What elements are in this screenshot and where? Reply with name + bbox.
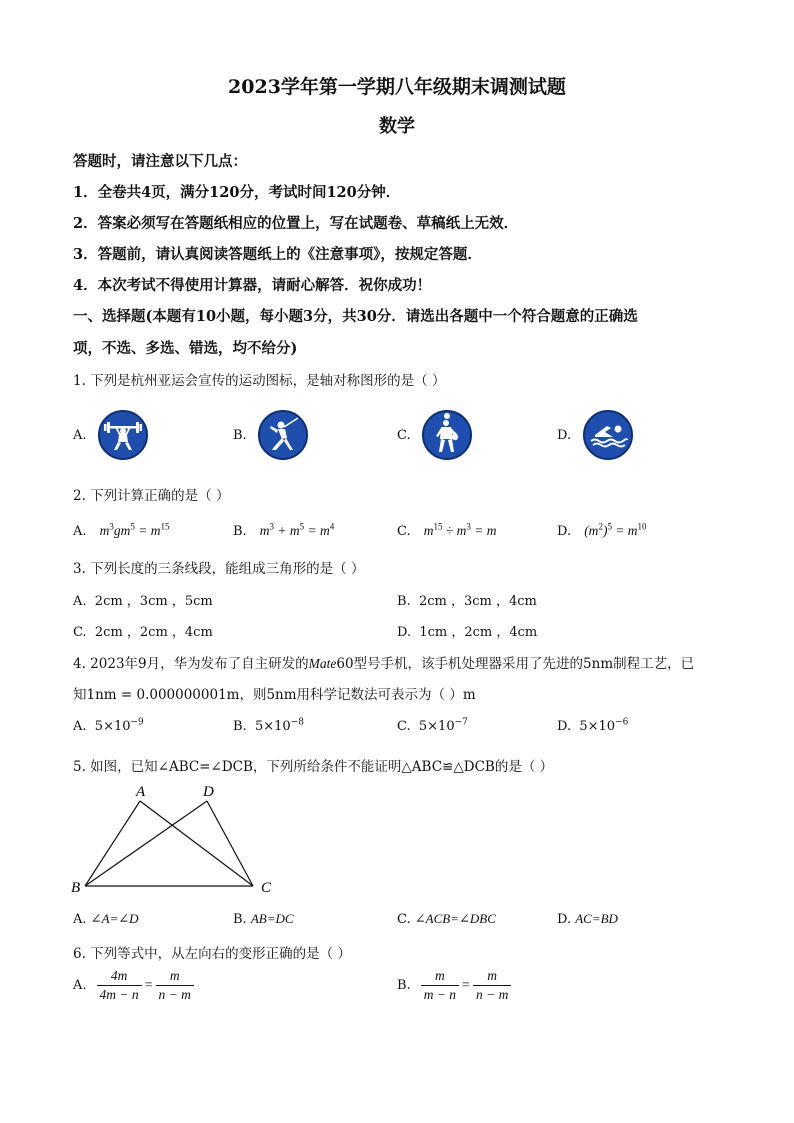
q6-option-b: B. $\frac{m}{m - n}$ = $\frac{m}{n - m}$ bbox=[397, 968, 511, 1003]
fraction-right: $\frac{m}{n - m}$ bbox=[473, 968, 511, 1003]
q2-option-d: D. $(m^2)^5 = m^{10}$ bbox=[557, 521, 647, 539]
subject-title: 数学 bbox=[379, 116, 415, 137]
q2-option-b: B. $m^3 + m^5 = m^4$ bbox=[233, 521, 335, 539]
instruction-item: 1．全卷共4页，满分120分，考试时间120分钟． bbox=[73, 184, 401, 201]
weightlifting-icon bbox=[98, 410, 148, 460]
section-heading-line2: 项，不选、多选、错选，均不给分) bbox=[73, 340, 298, 357]
q4-option-c: C. $5\times 10^{-7}$ bbox=[397, 717, 468, 734]
q4-stem-line1: 4. 2023年9月，华为发布了自主研发的Mate60型号手机，该手机处理器采用了先进的5nm制程工艺，已 bbox=[73, 656, 695, 672]
basketball-icon bbox=[422, 410, 472, 460]
q5-stem: 5. 如图，已知∠ABC=∠DCB，下列所给条件不能证明△ABC≌△DCB的是（ ） bbox=[73, 759, 554, 775]
section-heading-line1: 一、选择题(本题有10小题，每小题3分，共30分．请选出各题中一个符合题意的正确选 bbox=[73, 308, 638, 325]
instruction-item: 4．本次考试不得使用计算器，请耐心解答．祝你成功！ bbox=[73, 277, 432, 294]
instruction-item: 2．答案必须写在答题纸相应的位置上，写在试题卷、草稿纸上无效． bbox=[73, 215, 519, 232]
q2-option-a: A. $m^3gm^5 = m^{15}$ bbox=[73, 521, 170, 539]
q1-option-label: D. bbox=[557, 428, 572, 443]
q4-option-a: A. $5\times 10^{-9}$ bbox=[73, 717, 144, 734]
q1-stem: 1. 下列是杭州亚运会宣传的运动图标，是轴对称图形的是（ ） bbox=[73, 373, 446, 389]
q3-option-a: A. 2cm ，3cm ，5cm bbox=[73, 594, 213, 609]
instruction-item: 3．答题前，请认真阅读答题纸上的《注意事项》，按规定答题． bbox=[73, 246, 482, 263]
q1-option-label: A. bbox=[73, 428, 87, 443]
fraction-right: $\frac{m}{n - m}$ bbox=[156, 968, 194, 1003]
q3-option-b: B. 2cm ，3cm ，4cm bbox=[397, 594, 537, 609]
vertex-a-label: A bbox=[136, 784, 146, 800]
fraction-left: $\frac{4m}{4m - n}$ bbox=[97, 968, 142, 1003]
q3-option-c: C. 2cm ，2cm ，4cm bbox=[73, 625, 213, 640]
q1-option-label: B. bbox=[233, 428, 247, 443]
q5-option-b: B. AB=DC bbox=[233, 911, 294, 927]
q5-option-d: D. AC=BD bbox=[557, 911, 618, 927]
fencing-icon bbox=[258, 410, 308, 460]
q1-option-label: C. bbox=[397, 428, 411, 443]
q4-option-b: B. $5\times 10^{-8}$ bbox=[233, 717, 304, 734]
q3-stem: 3. 下列长度的三条线段，能组成三角形的是（ ） bbox=[73, 561, 365, 577]
segment-dc bbox=[207, 801, 253, 886]
segment-ac bbox=[140, 801, 253, 886]
q3-option-d: D. 1cm ，2cm ，4cm bbox=[397, 625, 538, 640]
vertex-b-label: B bbox=[71, 880, 81, 896]
q4-option-d: D. $5\times 10^{-6}$ bbox=[557, 717, 629, 734]
segment-ab bbox=[85, 801, 140, 886]
triangle-figure bbox=[65, 780, 295, 900]
q5-option-a: A. ∠A=∠D bbox=[73, 911, 139, 927]
vertex-d-label: D bbox=[203, 784, 214, 800]
instructions-intro: 答题时，请注意以下几点： bbox=[73, 153, 247, 170]
vertex-c-label: C bbox=[261, 880, 272, 896]
q4-stem-line2: 知1nm = 0.000000001m，则5nm用科学记数法可表示为（ ）m bbox=[73, 687, 476, 703]
exam-title: 2023学年第一学期八年级期末调测试题 bbox=[228, 76, 566, 98]
q5-option-c: C. ∠ACB=∠DBC bbox=[397, 911, 496, 927]
q2-stem: 2. 下列计算正确的是（ ） bbox=[73, 488, 230, 504]
q6-option-a: A. $\frac{4m}{4m - n}$ = $\frac{m}{n - m}$ bbox=[73, 968, 194, 1003]
q6-stem: 6. 下列等式中，从左向右的变形正确的是（ ） bbox=[73, 946, 351, 962]
swimming-icon bbox=[583, 410, 633, 460]
segment-bd bbox=[85, 801, 207, 886]
fraction-left: $\frac{m}{m - n}$ bbox=[421, 968, 459, 1003]
q2-option-c: C. $m^{15} \div m^3 = m$ bbox=[397, 521, 497, 539]
